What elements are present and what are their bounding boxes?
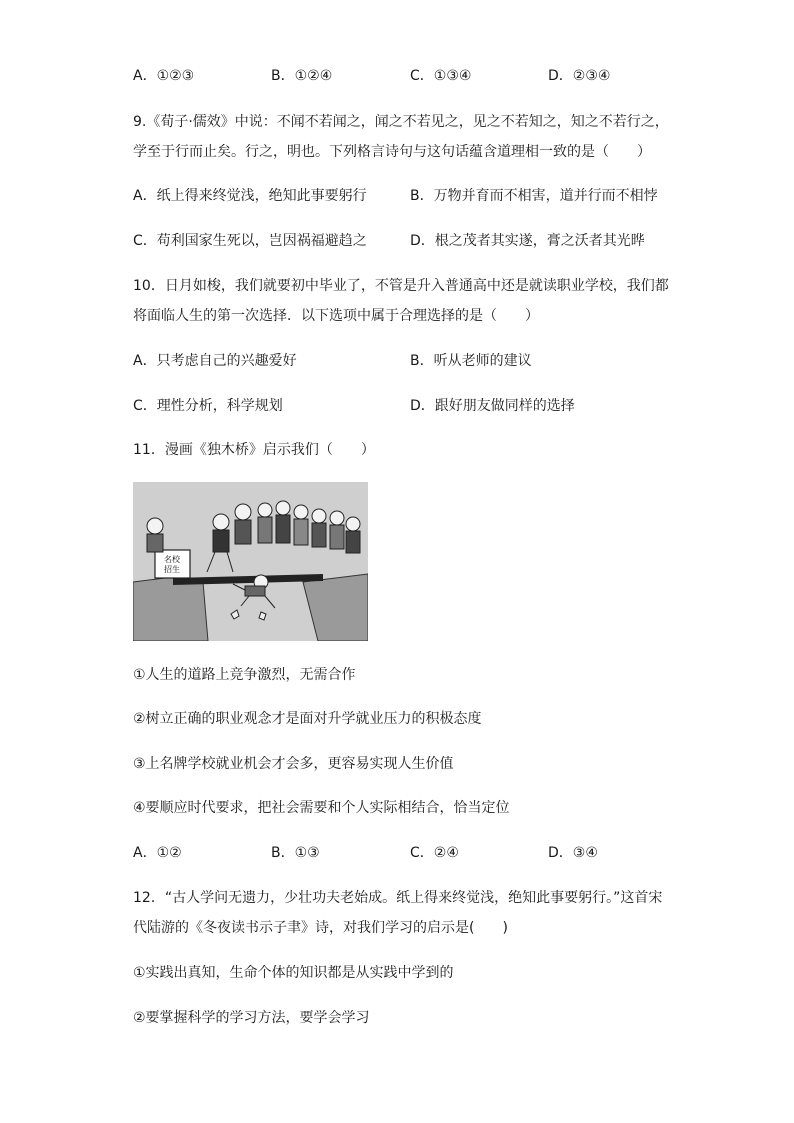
q9-option-d[interactable]: D．根之茂者其实遂，膏之沃者其光晔: [410, 233, 645, 249]
q9-stem-line1: 9.《荀子·儒效》中说：不闻不若闻之，闻之不若见之，见之不若知之，知之不若行之，: [133, 114, 669, 130]
q11-option-b[interactable]: B．①③: [271, 845, 320, 861]
q11-option-c[interactable]: C．②④: [410, 845, 459, 861]
q10-stem-line2: 将面临人生的第一次选择．以下选项中属于合理选择的是（ ）: [133, 308, 539, 324]
q10-stem-line1: 10．日月如梭，我们就要初中毕业了，不管是升入普通高中还是就读职业学校，我们都: [133, 278, 669, 294]
q10-option-b[interactable]: B．听从老师的建议: [410, 353, 532, 369]
q8-option-c[interactable]: C．①③④: [410, 68, 472, 84]
q11-statement-3: ③上名牌学校就业机会才会多，更容易实现人生价值: [133, 756, 454, 772]
q12-statement-2: ②要掌握科学的学习方法，要学会学习: [133, 1010, 370, 1026]
q10-option-a[interactable]: A．只考虑自己的兴趣爱好: [133, 353, 297, 369]
q8-option-b[interactable]: B．①②④: [271, 68, 333, 84]
cartoon-single-plank-bridge: [133, 482, 368, 641]
q9-option-b[interactable]: B．万物并育而不相害，道并行而不相悖: [410, 188, 658, 204]
q11-statement-1: ①人生的道路上竞争激烈，无需合作: [133, 667, 356, 683]
q11-option-a[interactable]: A．①②: [133, 845, 182, 861]
q9-option-a[interactable]: A．纸上得来终觉浅，绝知此事要躬行: [133, 188, 367, 204]
q8-option-a[interactable]: A．①②③: [133, 68, 195, 84]
q9-option-c[interactable]: C．苟利国家生死以，岂因祸福避趋之: [133, 233, 367, 249]
q10-option-c[interactable]: C．理性分析，科学规划: [133, 398, 283, 414]
q9-stem-line2: 学至于行而止矣。行之，明也。下列格言诗句与这句话蕴含道理相一致的是（ ）: [133, 144, 651, 160]
q12-stem-line2: 代陆游的《冬夜读书示子聿》诗，对我们学习的启示是( ): [133, 920, 508, 936]
q11-stem: 11．漫画《独木桥》启示我们（ ）: [133, 442, 375, 458]
q10-option-d[interactable]: D．跟好朋友做同样的选择: [410, 398, 575, 414]
cartoon-drawing: [133, 482, 368, 641]
q11-option-d[interactable]: D．③④: [548, 845, 598, 861]
q11-statement-4: ④要顺应时代要求，把社会需要和个人实际相结合，恰当定位: [133, 800, 510, 816]
q8-option-d[interactable]: D．②③④: [548, 68, 611, 84]
cartoon-sign-text: 名校招生: [164, 555, 180, 574]
q12-stem-line1: 12．“古人学问无遗力，少壮功夫老始成。纸上得来终觉浅，绝知此事要躬行。”这首宋: [133, 890, 663, 906]
q12-statement-1: ①实践出真知，生命个体的知识都是从实践中学到的: [133, 965, 454, 981]
q11-statement-2: ②树立正确的职业观念才是面对升学就业压力的积极态度: [133, 711, 482, 727]
